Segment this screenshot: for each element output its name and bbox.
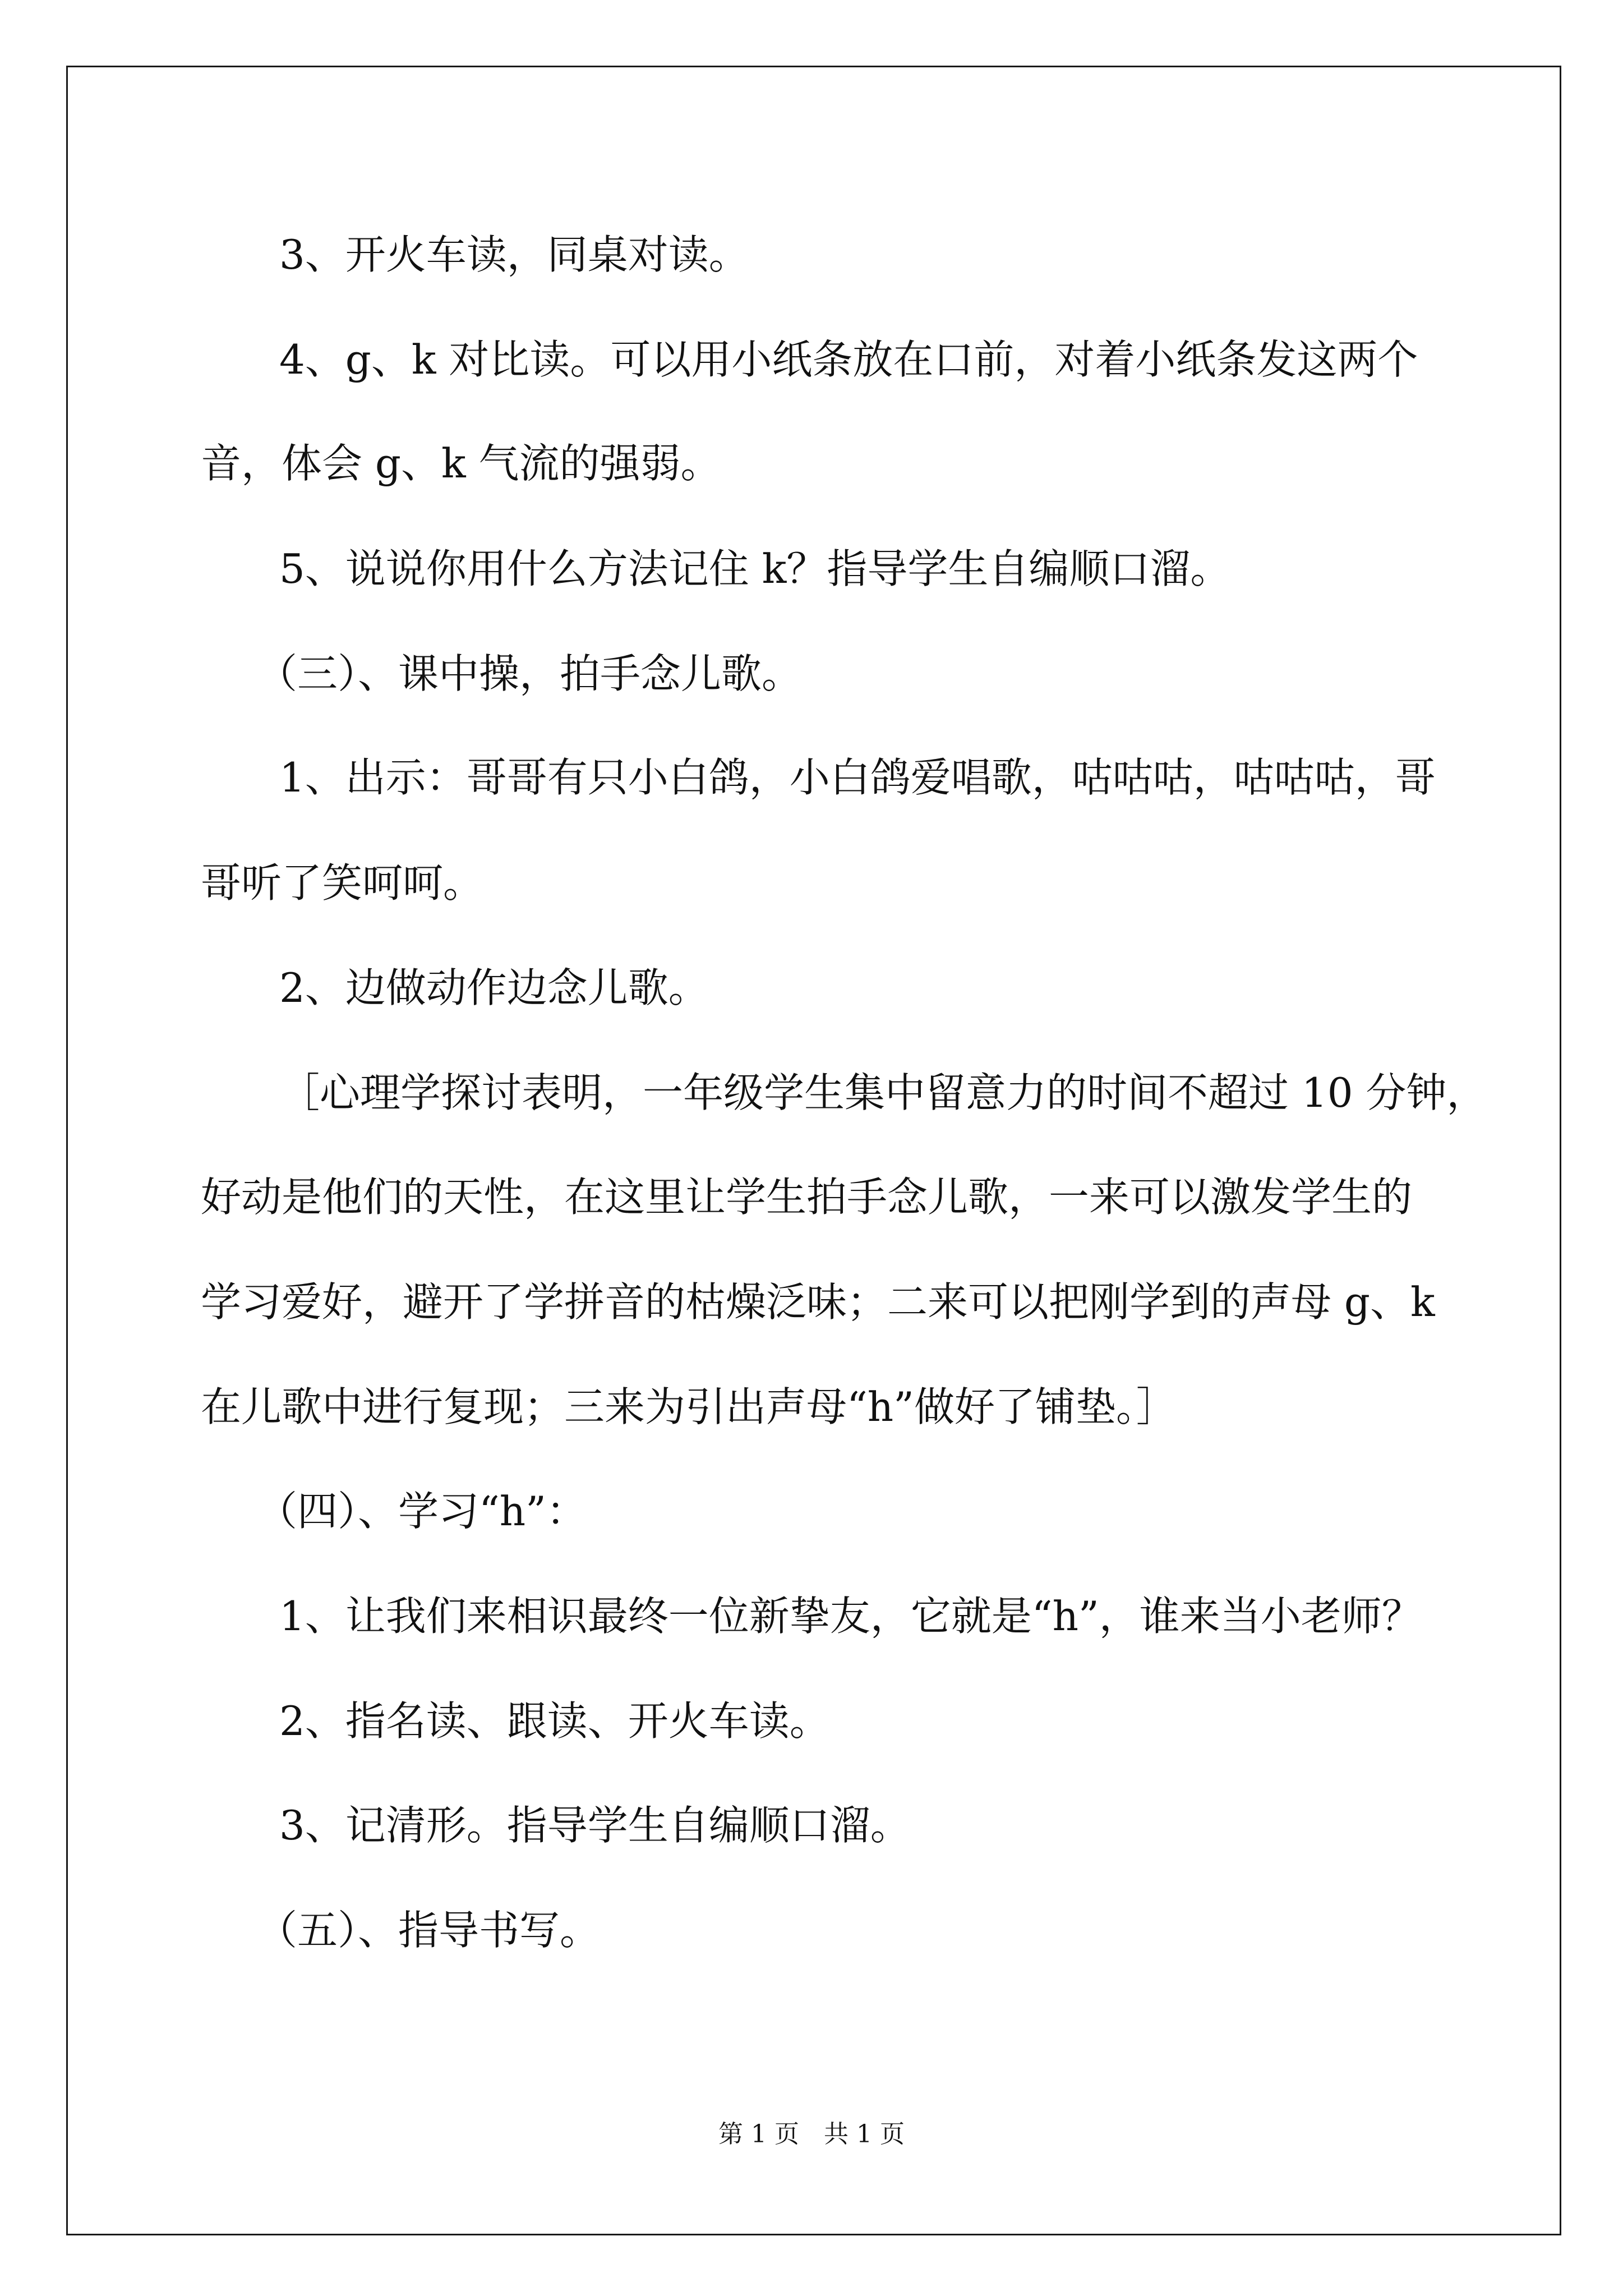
paragraph-line: 学习爱好，避开了学拼音的枯燥泛味；二来可以把刚学到的声母 g、k (201, 1278, 1435, 1326)
paragraph-line: 在儿歌中进行复现；三来为引出声母“h”做好了铺垫。］ (201, 1383, 1177, 1430)
paragraph-line: 3、开火车读，同桌对读。 (279, 231, 749, 278)
paragraph-line: 2、边做动作边念儿歌。 (279, 964, 709, 1011)
section-heading: （三）、课中操，拍手念儿歌。 (257, 650, 803, 697)
paragraph-line: 2、指名读、跟读、开火车读。 (279, 1697, 830, 1745)
paragraph-line: 5、说说你用什么方法记住 k？指导学生自编顺口溜。 (279, 545, 1231, 592)
paragraph-line: 1、让我们来相识最终一位新挚友，它就是“h”，谁来当小老师？ (279, 1593, 1422, 1640)
paragraph-line: 好动是他们的天性，在这里让学生拍手念儿歌，一来可以激发学生的 (201, 1174, 1413, 1221)
paragraph-line: 1、出示：哥哥有只小白鸽，小白鸽爱唱歌，咕咕咕，咕咕咕，哥 (279, 754, 1436, 801)
section-heading: （四）、学习“h”： (257, 1488, 587, 1535)
page-footer: 第 1 页 共 1 页 (718, 2120, 905, 2148)
paragraph-line: 4、g、k 对比读。可以用小纸条放在口前，对着小纸条发这两个 (279, 336, 1418, 383)
paragraph-line: 哥听了笑呵呵。 (201, 859, 484, 907)
paragraph-line: ［心理学探讨表明，一年级学生集中留意力的时间不超过 10 分钟， (279, 1069, 1487, 1116)
paragraph-line: 3、记清形。指导学生自编顺口溜。 (279, 1802, 911, 1849)
section-heading: （五）、指导书写。 (257, 1907, 601, 1954)
paragraph-line: 音，体会 g、k 气流的强弱。 (201, 440, 721, 487)
